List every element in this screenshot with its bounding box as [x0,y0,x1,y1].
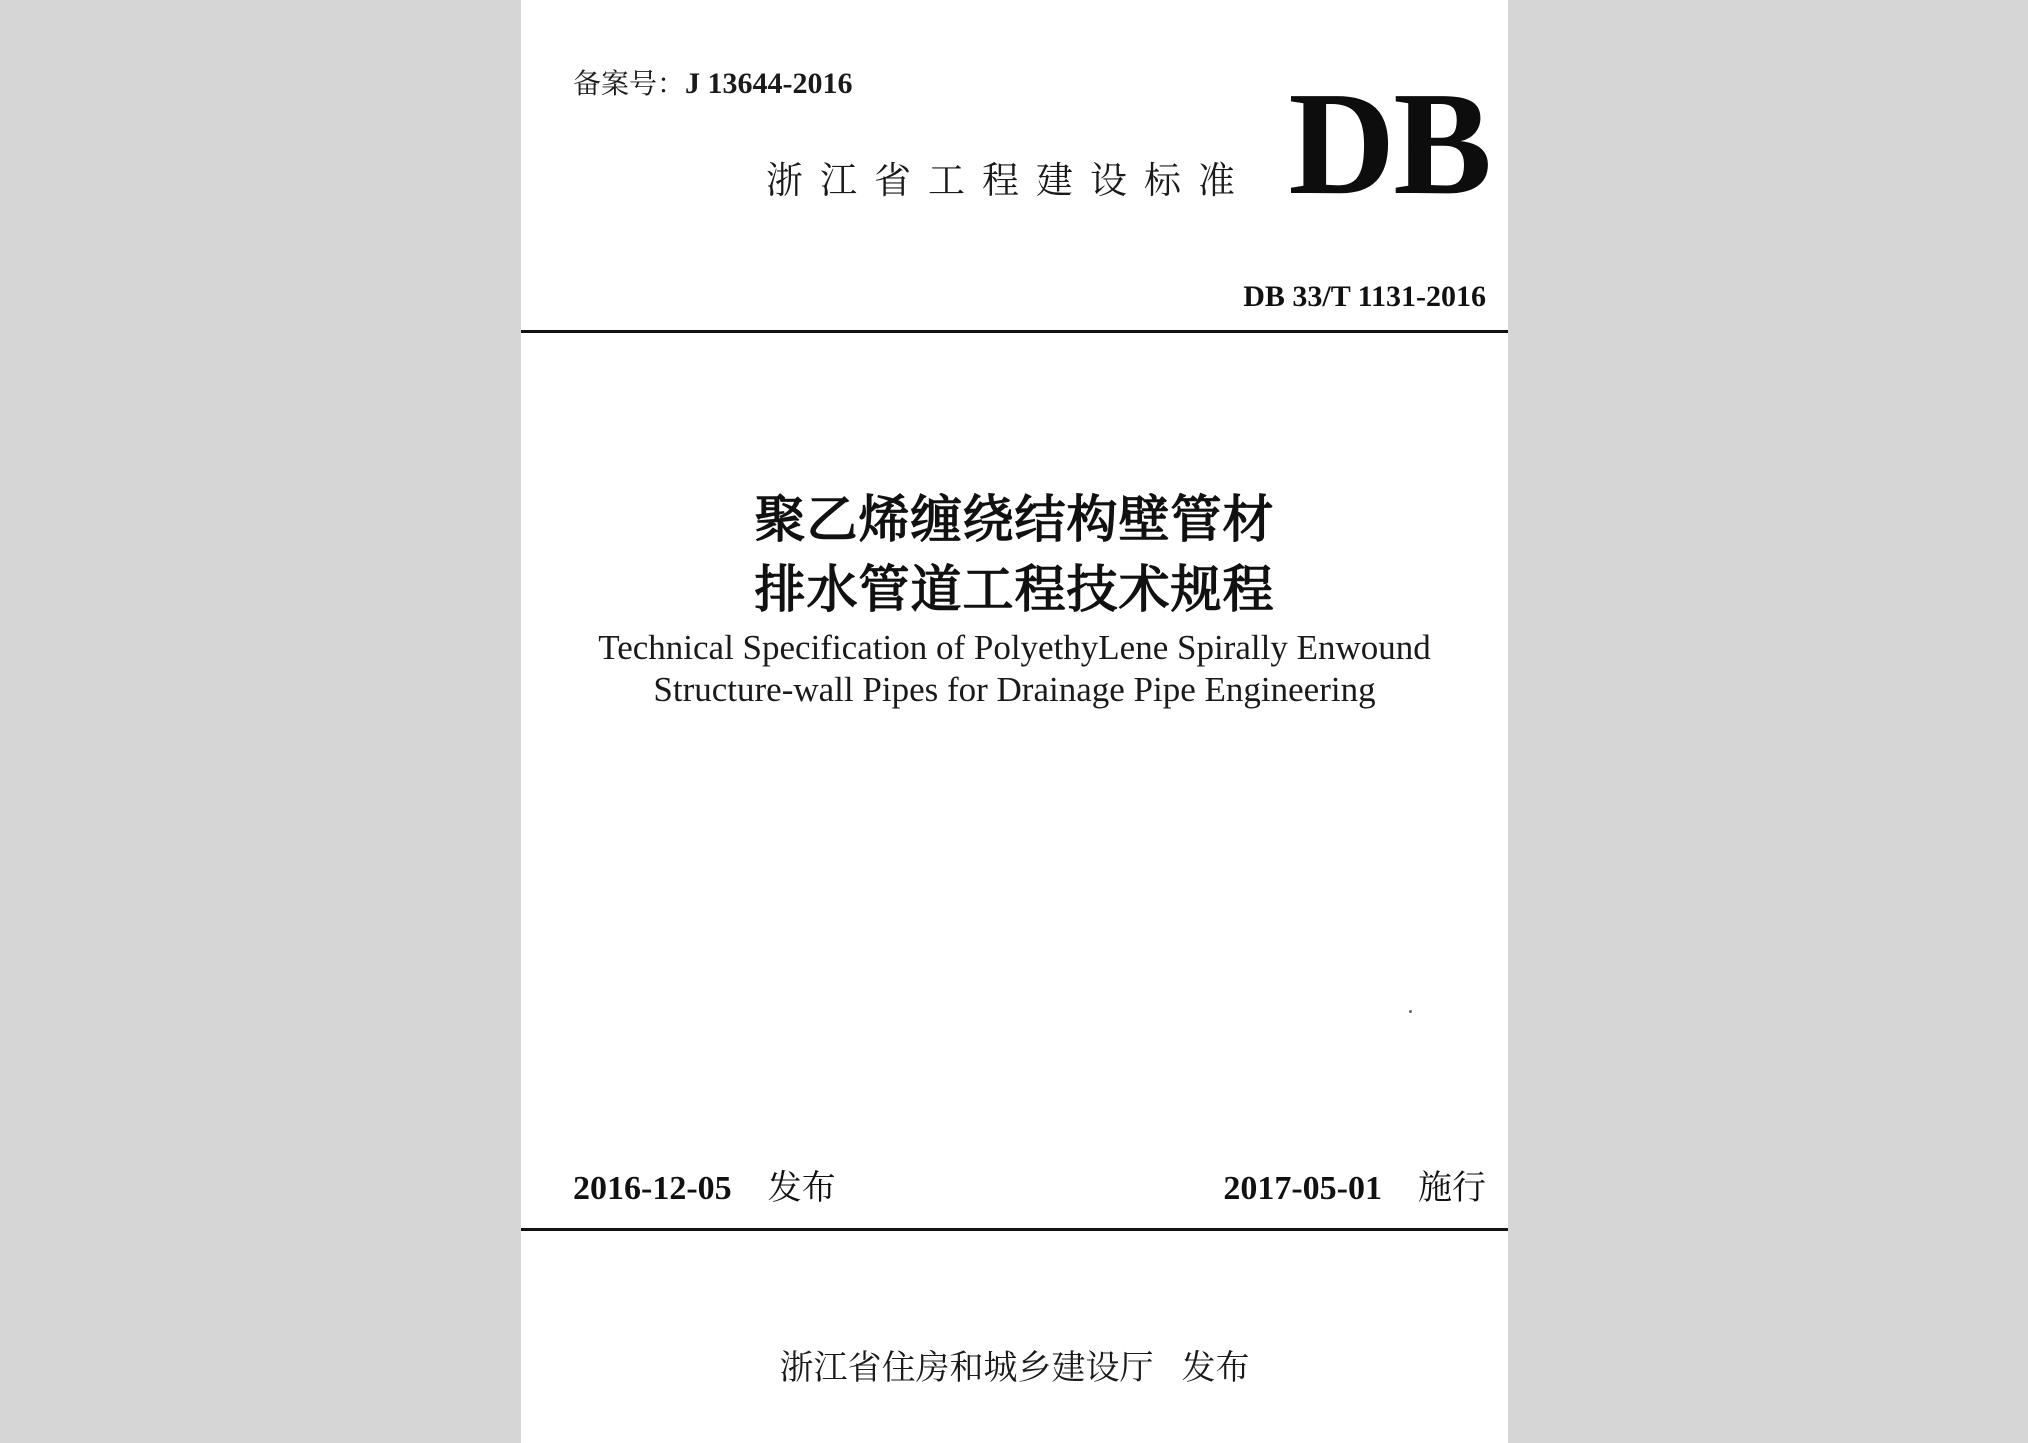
top-divider [521,330,1508,333]
record-label: 备案号： [573,67,686,100]
publish-info [573,1160,836,1209]
standard-series-title: 浙江省工程建设标准 [766,159,1252,202]
title-en-line-2: Structure-wall Pipes for Drainage Pipe Engineering [653,670,1376,709]
cover-page [521,0,1508,1443]
effective-info [1223,1160,1486,1209]
standard-code: DB 33/T 1131-2016 [1243,280,1486,313]
publisher-name: 浙江省住房和城乡建设厅 [779,1348,1154,1388]
record-number: J 13644-2016 [685,67,853,100]
publish-date: 2016-12-05 [573,1170,732,1207]
record-number-line [573,62,853,102]
publisher-action: 发布 [1181,1348,1250,1388]
effective-label: 施行 [1418,1168,1486,1208]
title-cn-line-2: 排水管道工程技术规程 [754,560,1275,620]
title-en-line-1: Technical Specification of PolyethyLene Spirally Enwound [598,628,1431,667]
effective-date: 2017-05-01 [1223,1170,1382,1207]
publish-label: 发布 [767,1168,836,1208]
title-cn-line-1: 聚乙烯缠绕结构壁管材 [754,490,1275,550]
db-standard-mark: DB [1288,62,1490,226]
publisher-line [521,1340,1508,1389]
bottom-divider [521,1228,1508,1231]
print-speck [1409,1010,1412,1013]
